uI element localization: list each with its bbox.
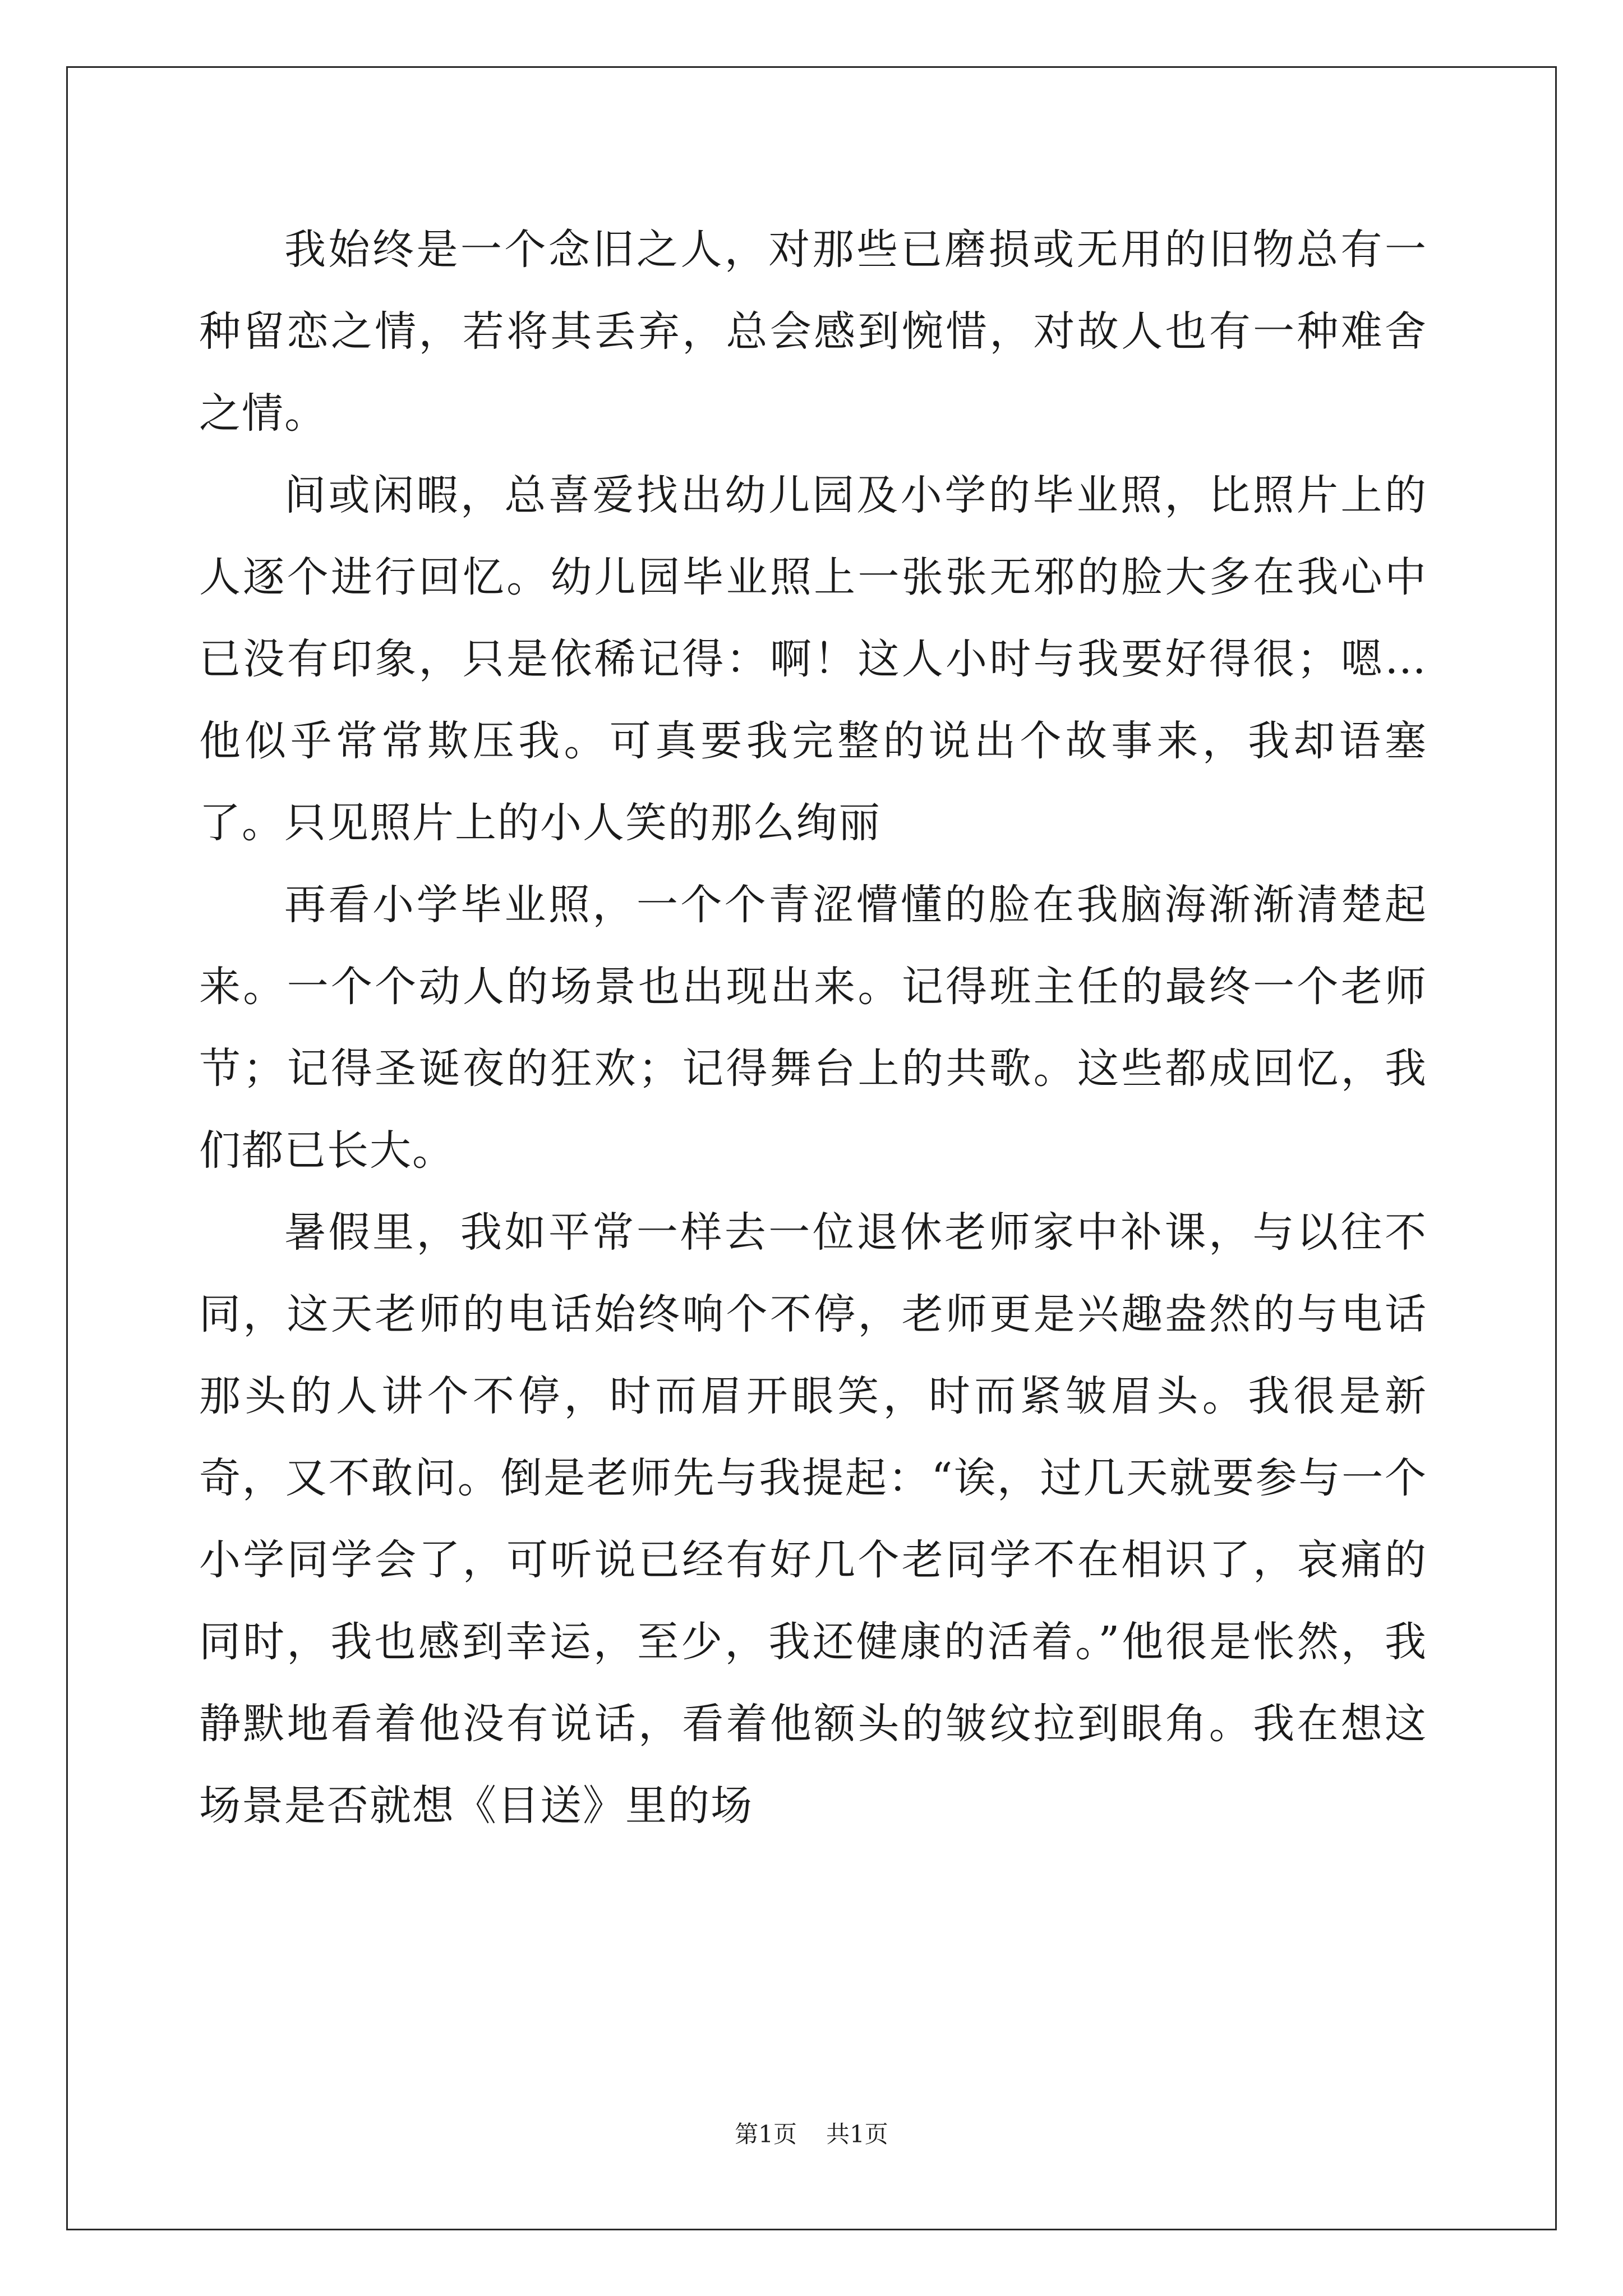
page-footer	[0, 2118, 1623, 2151]
document-body	[199, 209, 1427, 1847]
page-total: 共1页	[826, 2120, 888, 2148]
paragraph-3: 再看小学毕业照，一个个青涩懵懂的脸在我脑海渐渐清楚起来。一个个动人的场景也出现出来。记得班主任的最终一个老师节；记得圣诞夜的狂欢；记得舞台上的共歌。这些都成回忆，我们都已长大。	[199, 881, 1427, 1175]
page-number: 第1页	[735, 2120, 797, 2148]
paragraph-1: 我始终是一个念旧之人，对那些已磨损或无用的旧物总有一种留恋之情，若将其丢弃，总会感到惋惜，对故人也有一种难舍之情。	[199, 226, 1427, 438]
paragraph-2: 间或闲暇，总喜爱找出幼儿园及小学的毕业照，比照片上的人逐个进行回忆。幼儿园毕业照上一张张无邪的脸大多在我心中已没有印象，只是依稀记得：啊！这人小时与我要好得很；嗯…他似乎常常欺压我。可真要我完整的说出个故事来，我却语塞了。只见照片上的小人笑的那么绚丽	[199, 471, 1427, 847]
paragraph-4: 暑假里，我如平常一样去一位退休老师家中补课，与以往不同，这天老师的电话始终响个不停，老师更是兴趣盎然的与电话那头的人讲个不停，时而眉开眼笑，时而紧皱眉头。我很是新奇，又不敢问。倒是老师先与我提起：“诶，过几天就要参与一个小学同学会了，可听说已经有好几个老同学不在相识了，哀痛的同时，我也感到幸运，至少，我还健康的活着。”他很是怅然，我静默地看着他没有说话，看着他额头的皱纹拉到眼角。我在想这场景是否就想《目送》里的场	[199, 1208, 1427, 1830]
